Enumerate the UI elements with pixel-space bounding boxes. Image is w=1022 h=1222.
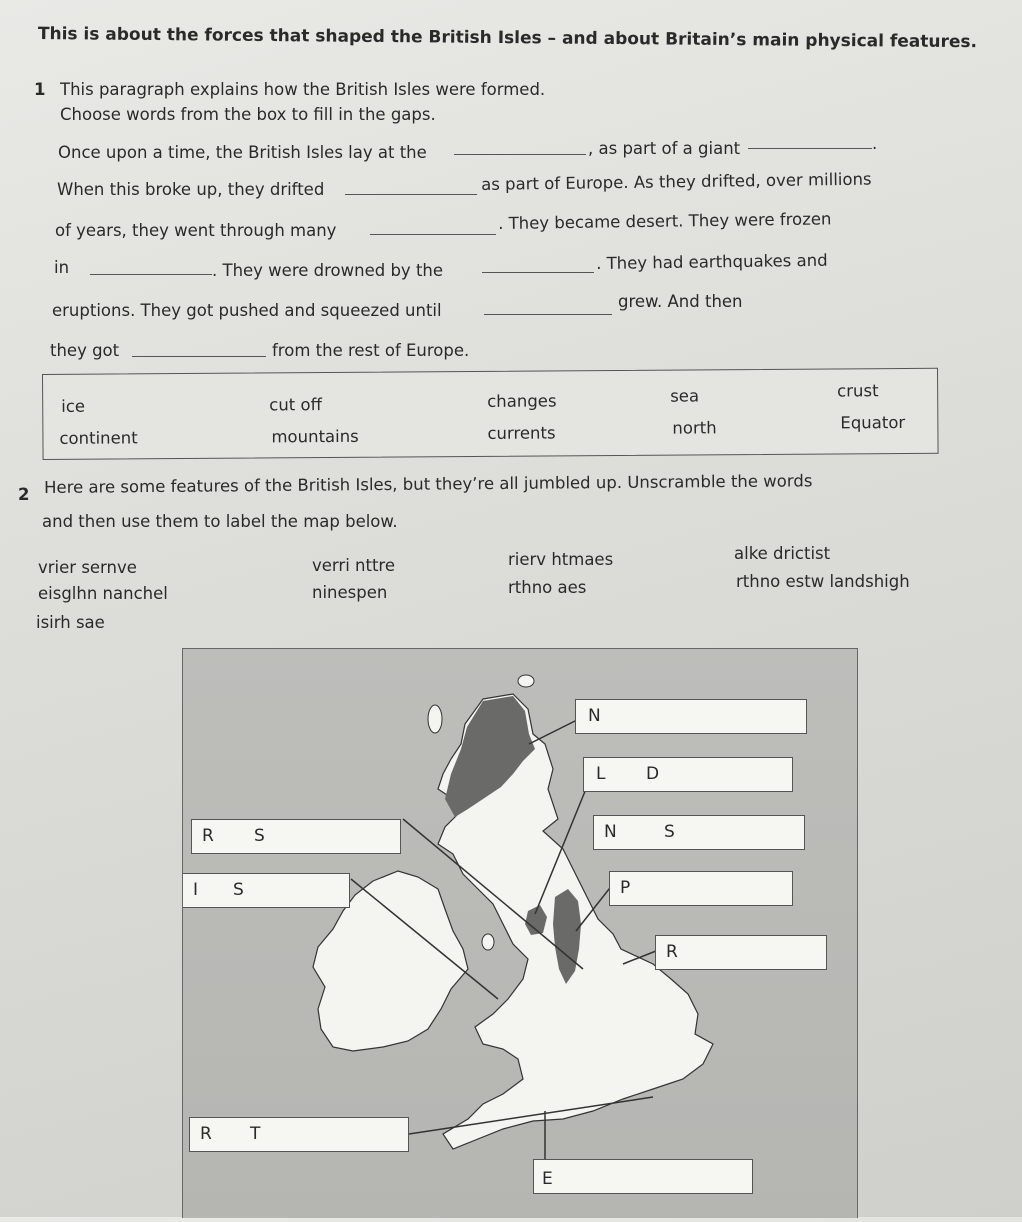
map-label-box-irish-sea[interactable] [183, 873, 350, 908]
map-label-letter: S [233, 880, 244, 900]
western-isles [428, 705, 442, 733]
word-changes: changes [487, 391, 557, 411]
paragraph-line-2-part-1: When this broke up, they drifted [57, 180, 325, 199]
orkney-islands [518, 675, 534, 687]
paragraph-line-3-part-1: of years, they went through many [55, 221, 337, 240]
word-ice: ice [61, 396, 86, 416]
map-label-box-river-trent[interactable] [189, 1117, 409, 1152]
map-label-box-pennines[interactable] [609, 871, 793, 906]
map-label-box-lake-district[interactable] [583, 757, 793, 792]
scrambled-word-2: verri nttre [312, 556, 395, 575]
map-label-letter: T [250, 1124, 261, 1144]
map-label-letter: R [666, 942, 678, 962]
map-label-box-north-west[interactable] [575, 699, 807, 734]
paragraph-line-6-part-1: they got [50, 341, 120, 360]
isle-of-man [482, 934, 494, 950]
gap-3[interactable] [345, 194, 477, 195]
word-box [42, 368, 939, 460]
question-1-number: 1 [34, 80, 46, 99]
map-label-box-river-severn[interactable] [191, 819, 401, 854]
question-2-instruction-1: Here are some features of the British Isles, but they’re all jumbled up. Unscramble the words [44, 471, 813, 497]
map-label-letter: I [193, 880, 199, 900]
paragraph-line-1-part-1: Once upon a time, the British Isles lay at the [58, 143, 427, 162]
paragraph-line-6-part-2: from the rest of Europe. [272, 341, 470, 360]
paragraph-line-4-part-2: . They were drowned by the [212, 261, 444, 280]
map-label-letter: S [254, 826, 265, 846]
map-label-box-english-channel[interactable] [533, 1159, 753, 1194]
leader-line-nw [529, 719, 579, 744]
scrambled-word-8: rthno estw landshigh [736, 572, 910, 591]
gap-8[interactable] [132, 356, 266, 357]
scrambled-word-9: isirh sae [36, 613, 105, 632]
paragraph-line-1-part-3: . [872, 134, 878, 153]
scrambled-word-7: rthno aes [508, 578, 587, 597]
map-label-letter: L [596, 764, 606, 784]
word-equator: Equator [840, 412, 906, 433]
paragraph-line-5-part-1: eruptions. They got pushed and squeezed until [52, 301, 442, 320]
scrambled-word-4: alke drictist [734, 544, 831, 563]
british-isles-map [182, 648, 858, 1218]
gap-2[interactable] [748, 148, 872, 149]
word-crust: crust [837, 381, 879, 401]
page-title: This is about the forces that shaped the British Isles – and about Britain’s main physical features. [37, 24, 978, 53]
map-label-letter: P [620, 878, 631, 898]
gap-1[interactable] [454, 154, 586, 155]
gap-6[interactable] [482, 272, 594, 273]
word-continent: continent [59, 428, 138, 448]
question-2-instruction-2: and then use them to label the map below. [42, 512, 398, 531]
paragraph-line-4-part-1: in [54, 258, 70, 277]
paragraph-line-3-part-2: . They became desert. They were frozen [498, 209, 832, 233]
question-2-number: 2 [18, 485, 30, 504]
scrambled-word-3: rierv htmaes [508, 550, 614, 569]
scrambled-word-5: eisglhn nanchel [38, 584, 168, 603]
gap-7[interactable] [484, 314, 612, 315]
map-label-box-river-east[interactable] [655, 935, 827, 970]
word-mountains: mountains [271, 426, 359, 447]
map-label-box-north-sea[interactable] [593, 815, 805, 850]
map-label-letter: D [646, 764, 660, 784]
question-1-instruction-2: Choose words from the box to fill in the gaps. [60, 105, 436, 124]
word-cut-off: cut off [269, 395, 323, 415]
paragraph-line-2-part-2: as part of Europe. As they drifted, over millions [481, 169, 872, 194]
map-label-letter: N [604, 822, 617, 842]
paragraph-line-4-part-3: . They had earthquakes and [596, 250, 828, 273]
map-label-letter: R [200, 1124, 212, 1144]
word-sea: sea [670, 386, 700, 406]
scrambled-word-6: ninespen [312, 583, 388, 602]
gap-5[interactable] [90, 274, 212, 275]
map-label-letter: R [202, 826, 214, 846]
paragraph-line-5-part-2: grew. And then [618, 292, 743, 311]
gap-4[interactable] [370, 234, 496, 235]
scrambled-word-1: vrier sernve [38, 558, 137, 577]
map-label-letter: N [588, 706, 601, 726]
question-1-instruction-1: This paragraph explains how the British Isles were formed. [60, 80, 546, 99]
word-north: north [672, 418, 717, 438]
paragraph-line-1-part-2: , as part of a giant [588, 139, 741, 158]
map-label-letter: E [542, 1169, 553, 1189]
word-currents: currents [487, 423, 556, 443]
map-label-letter: S [664, 822, 675, 842]
